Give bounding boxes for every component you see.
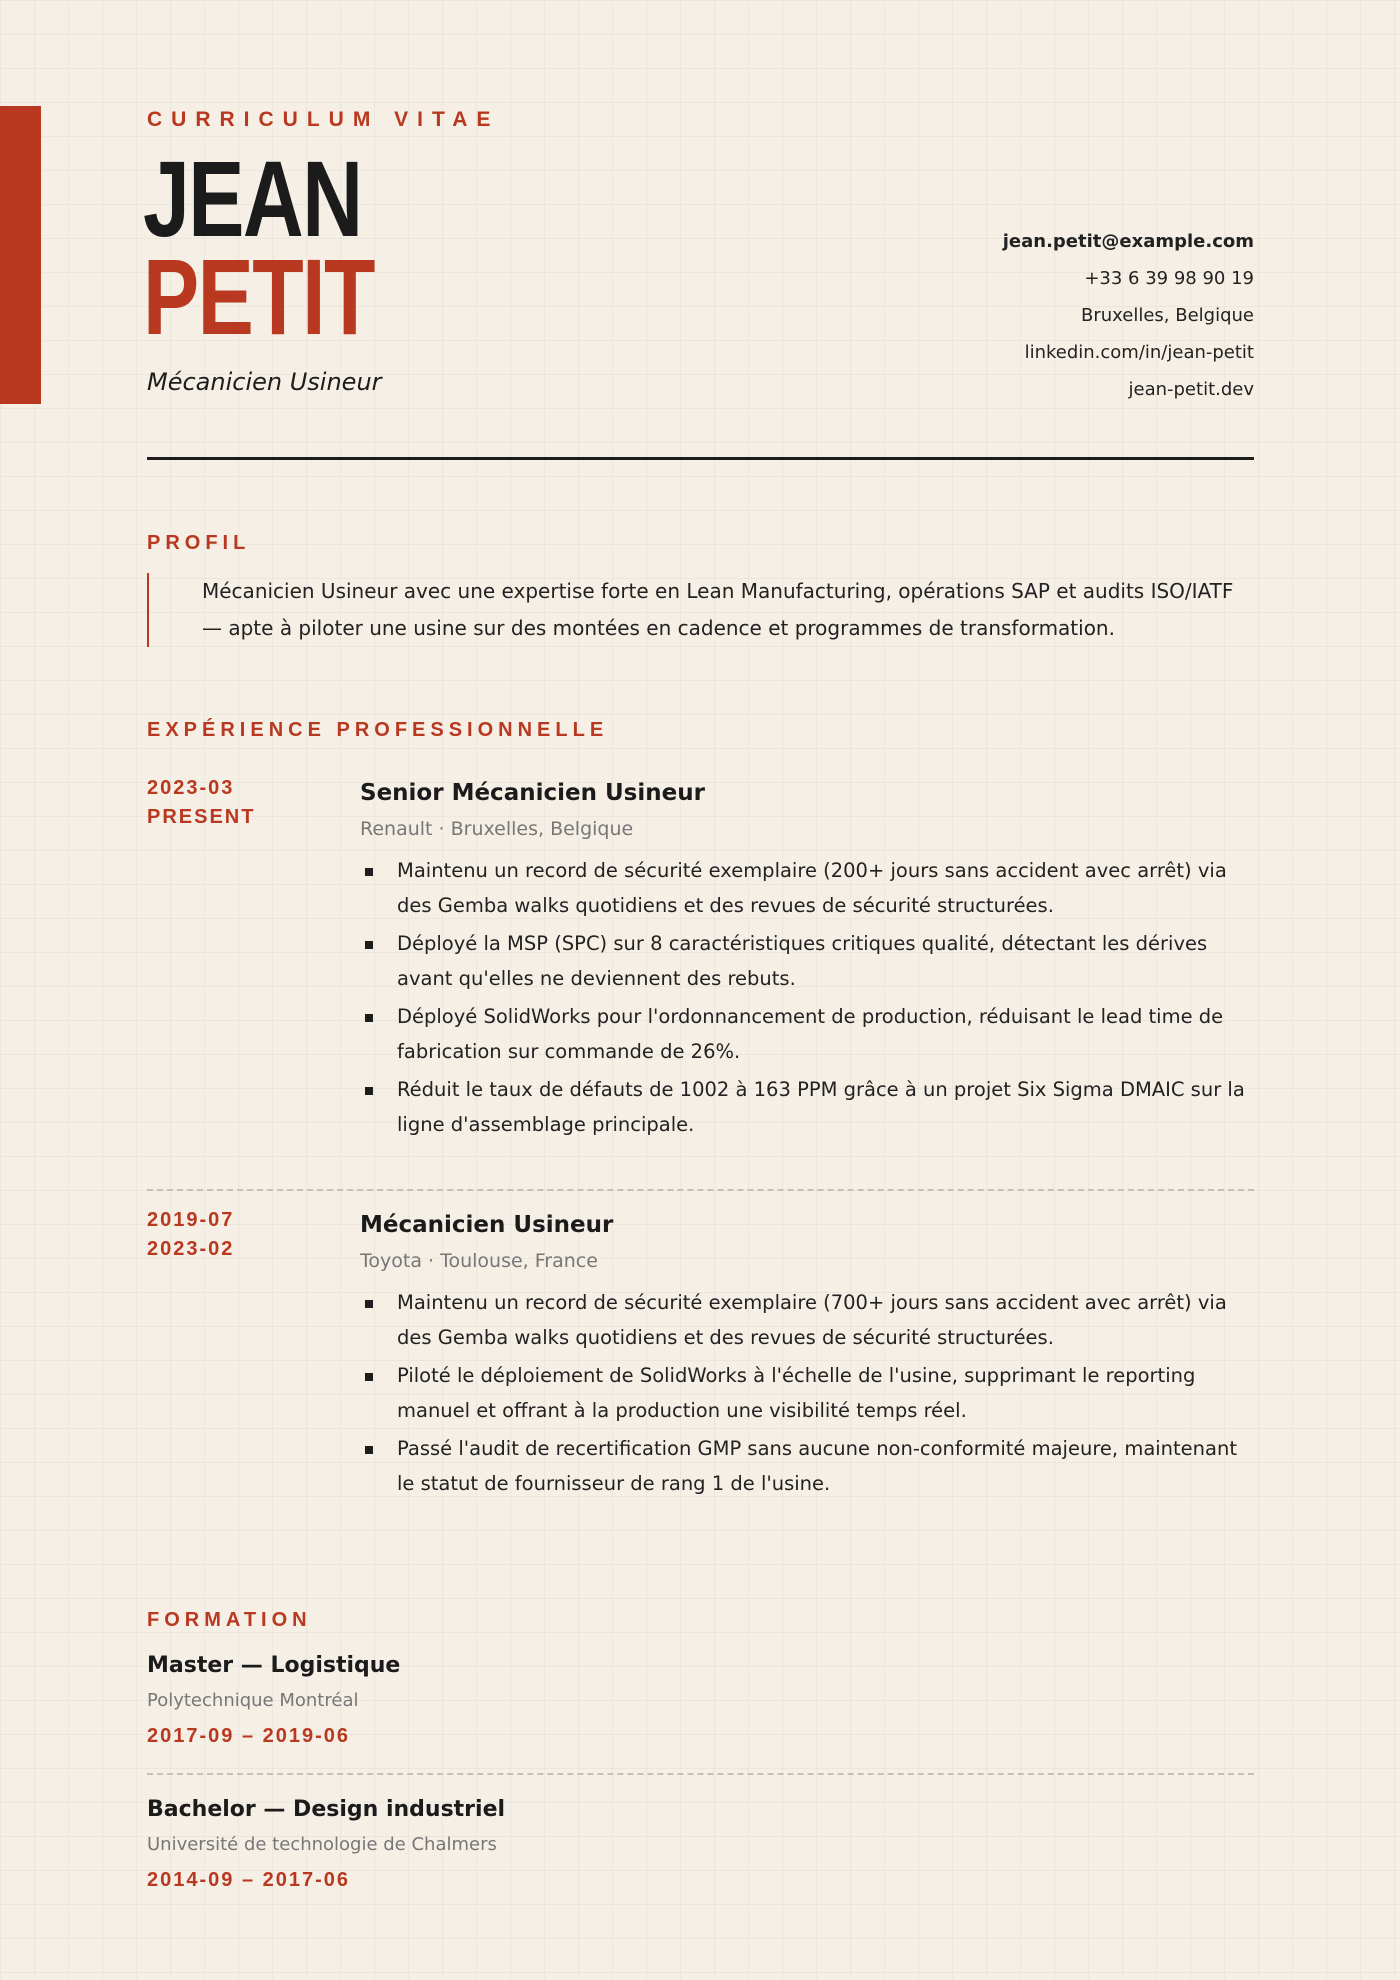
- contact-linkedin[interactable]: linkedin.com/in/jean-petit: [1024, 342, 1254, 363]
- profile-heading: PROFIL: [147, 532, 251, 554]
- achievement-item: [360, 926, 1254, 996]
- job-role: Mécanicien Usineur: [147, 368, 382, 396]
- job-company: Renault · Bruxelles, Belgique: [360, 818, 634, 840]
- job-achievements: [360, 853, 1254, 1142]
- contact-block: [1003, 223, 1254, 408]
- job-title: Senior Mécanicien Usineur: [360, 780, 705, 806]
- education-divider: [147, 1773, 1254, 1775]
- education-dates: 2017-09 – 2019-06: [147, 1725, 351, 1747]
- job-start-date: 2019-07: [147, 1209, 235, 1231]
- square-bullet-icon: [365, 1300, 373, 1308]
- achievement-text: Déployé SolidWorks pour l'ordonnancement de production, réduisant le lead time de fabrication sur commande de 26%.: [397, 1005, 1224, 1063]
- achievement-text: Passé l'audit de recertification GMP sans aucune non-conformité majeure, maintenant le statut de fournisseur de rang 1 de l'usine.: [397, 1437, 1237, 1495]
- document-label: CURRICULUM VITAE: [147, 108, 500, 131]
- square-bullet-icon: [365, 1446, 373, 1454]
- achievement-text: Piloté le déploiement de SolidWorks à l'échelle de l'usine, supprimant le reporting manuel et offrant à la production une visibilité temps réel.: [397, 1364, 1196, 1422]
- contact-website[interactable]: jean-petit.dev: [1128, 379, 1254, 400]
- achievement-text: Maintenu un record de sécurité exemplaire (200+ jours sans accident avec arrêt) via des Gemba walks quotidiens et des revues de sécurité structurées.: [397, 859, 1227, 917]
- contact-email[interactable]: jean.petit@example.com: [1002, 231, 1254, 252]
- square-bullet-icon: [365, 1373, 373, 1381]
- education-degree: Master — Logistique: [147, 1653, 401, 1678]
- achievement-text: Maintenu un record de sécurité exemplaire (700+ jours sans accident avec arrêt) via des Gemba walks quotidiens et des revues de sécurité structurées.: [397, 1291, 1227, 1349]
- profile-text: Mécanicien Usineur avec une expertise forte en Lean Manufacturing, opérations SAP et audits ISO/IATF — apte à piloter une usine sur des montées en cadence et programmes de transformation.: [202, 579, 1234, 640]
- job-divider: [147, 1189, 1254, 1191]
- achievement-text: Réduit le taux de défauts de 1002 à 163 PPM grâce à un projet Six Sigma DMAIC sur la ligne d'assemblage principale.: [397, 1078, 1245, 1136]
- job-title: Mécanicien Usineur: [360, 1212, 614, 1238]
- experience-heading: EXPÉRIENCE PROFESSIONNELLE: [147, 719, 609, 741]
- square-bullet-icon: [365, 868, 373, 876]
- achievement-item: [360, 999, 1254, 1069]
- last-name: PETIT: [143, 236, 374, 357]
- education-heading: FORMATION: [147, 1609, 312, 1631]
- achievement-item: [360, 1072, 1254, 1142]
- job-end-date: 2023-02: [147, 1238, 235, 1260]
- education-degree: Bachelor — Design industriel: [147, 1797, 506, 1822]
- square-bullet-icon: [365, 1014, 373, 1022]
- achievement-item: [360, 1358, 1254, 1428]
- job-start-date: 2023-03: [147, 777, 235, 799]
- job-details: [360, 1206, 1254, 1504]
- education-school: Université de technologie de Chalmers: [147, 1834, 497, 1855]
- contact-location: Bruxelles, Belgique: [1081, 305, 1254, 326]
- first-name: JEAN: [143, 138, 362, 259]
- achievement-item: [360, 1431, 1254, 1501]
- job-achievements: [360, 1285, 1254, 1501]
- job-dates: [147, 1206, 327, 1264]
- education-school: Polytechnique Montréal: [147, 1690, 359, 1711]
- profile-summary: [147, 573, 1254, 647]
- education-item: [147, 1795, 1254, 1893]
- job-details: [360, 774, 1254, 1145]
- candidate-name: [143, 138, 439, 357]
- job-dates: [147, 774, 327, 832]
- achievement-text: Déployé la MSP (SPC) sur 8 caractéristiques critiques qualité, détectant les dérives avant qu'elles ne deviennent des rebuts.: [397, 932, 1208, 990]
- square-bullet-icon: [365, 1087, 373, 1095]
- achievement-item: [360, 1285, 1254, 1355]
- square-bullet-icon: [365, 941, 373, 949]
- header-divider: [147, 457, 1254, 460]
- job-end-date: PRESENT: [147, 806, 256, 828]
- education-dates: 2014-09 – 2017-06: [147, 1869, 351, 1891]
- contact-phone: +33 6 39 98 90 19: [1084, 268, 1254, 289]
- job-company: Toyota · Toulouse, France: [360, 1250, 598, 1272]
- accent-bar: [0, 106, 41, 404]
- education-item: [147, 1651, 1254, 1749]
- achievement-item: [360, 853, 1254, 923]
